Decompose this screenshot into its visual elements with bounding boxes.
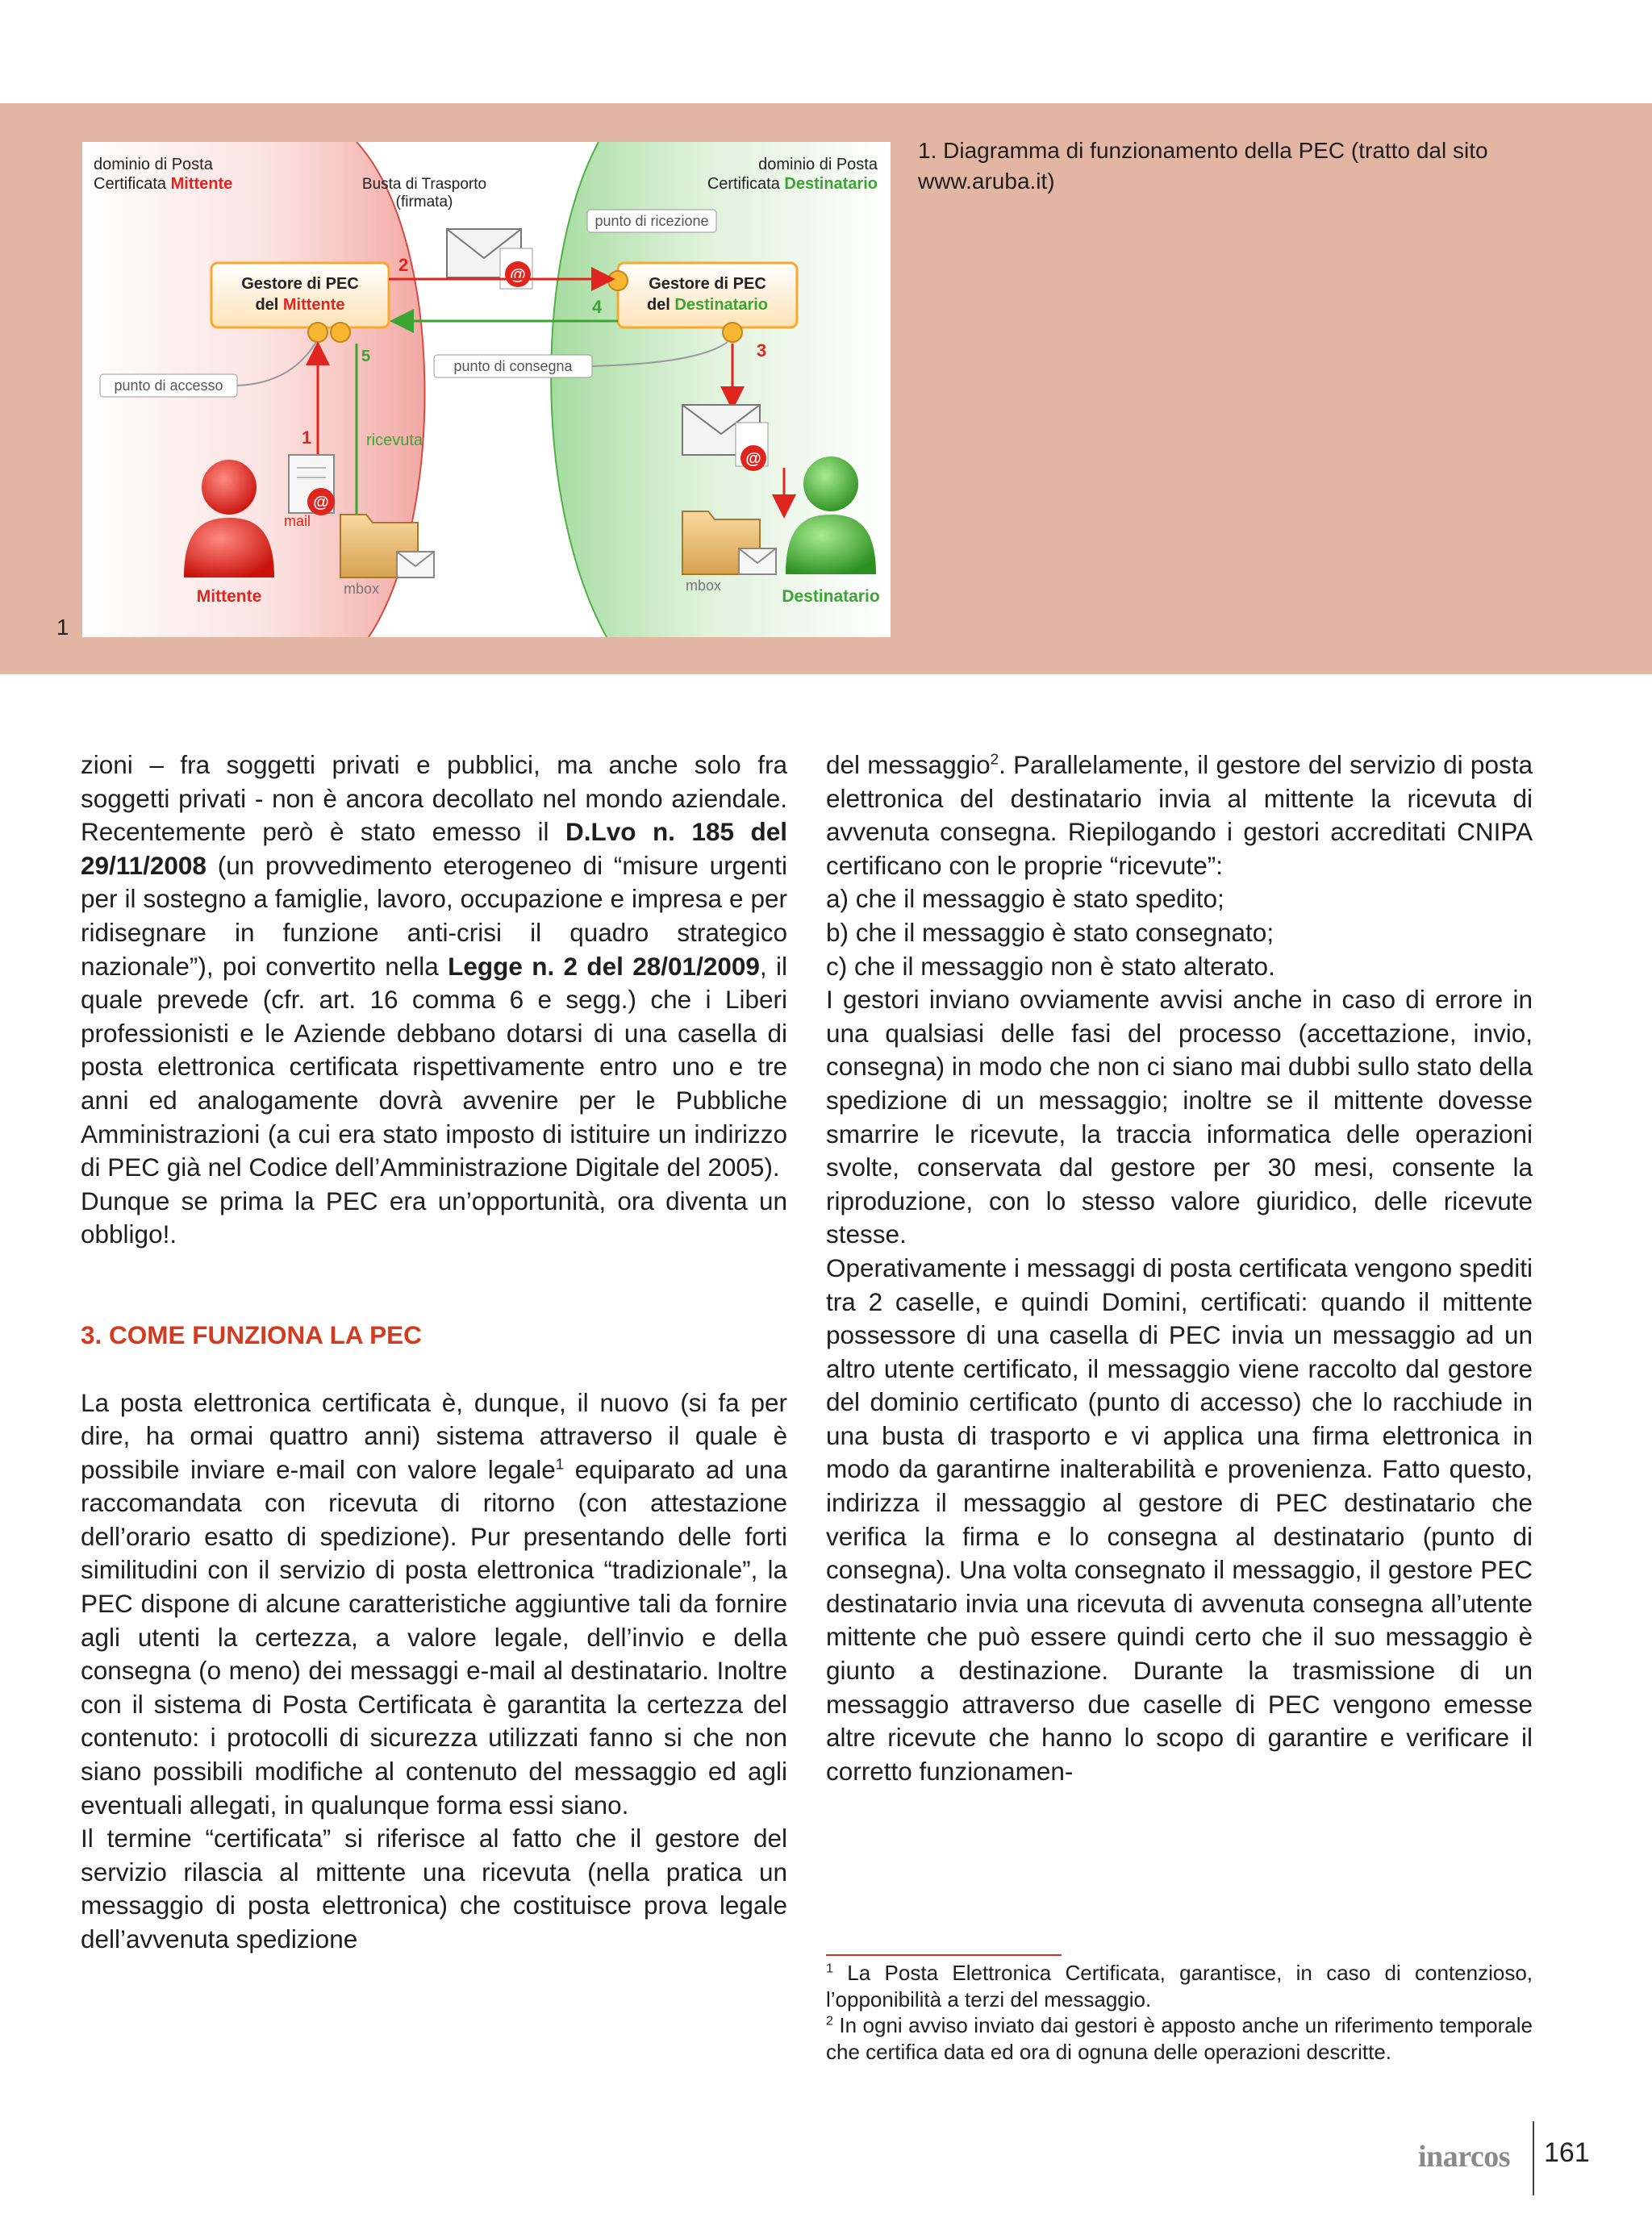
mail-document-icon bbox=[289, 455, 335, 515]
receipt-label: ricevuta bbox=[366, 432, 423, 449]
domain-sender-line2: Certificata Mittente bbox=[94, 175, 233, 193]
right-paragraph-3: Operativamente i messaggi di posta certificata vengono spediti tra 2 caselle, e quindi Domini, certificati: quando il mittente possessore di una casella di PEC invia un messaggio ad un altro utente certificato, il messaggio viene raccolto dal gestore del dominio certificato (punto di accesso) che lo racchiude in una busta di trasporto e vi applica una firma elettronica in modo da garantirne inalterabilità e provenienza. Fatto questo, indirizza il messaggio al gestore di PEC destinatario che verifica la firma e lo consegna al destinatario (punto di consegna). Una volta consegnato il messaggio, il gestore PEC destinatario invia una ricevuta di avvenuta consegna all’utente mittente che può essere quindi certo che il suo messaggio è giunto a destinazione. Durante la trasmissione di un messaggio attraverso due caselle di PEC vengono emesse altre ricevute che hanno lo scopo di garantire e verificare il corretto funzionamen- bbox=[826, 1253, 1533, 1786]
footnotes bbox=[826, 1960, 1533, 2065]
list-item-a: a) che il messaggio è stato spedito; bbox=[826, 884, 1224, 914]
footnote-2: $^2$ In ogni avviso inviato dai gestori è apposto anche un riferimento temporale che certifica data ed ora di ognuna delle operazioni descritte. bbox=[826, 2013, 1533, 2064]
sender-mbox-folder-icon bbox=[340, 515, 434, 577]
transport-label-line1: Busta di Trasporto bbox=[361, 176, 487, 193]
step-5-label: 5 bbox=[361, 348, 371, 365]
figure-number: 1 bbox=[56, 615, 69, 640]
footnote-1: $^1$ La Posta Elettronica Certificata, garantisce, in caso di contenzioso, l’opponibilità a terzi del messaggio. bbox=[826, 1961, 1533, 2012]
left-paragraph-1: zioni – fra soggetti privati e pubblici, ma anche solo fra soggetti privati - non è ancora decollato nel mondo aziendale. Recentemente però è stato emesso il D.Lvo n. 185 del 29/11/2008 (un provvedimento eterogeneo di “misure urgenti per il sostegno a famiglie, lavoro, occupazione e impresa e per ridisegnare in funzione anti-crisi il quadro strategico nazionale”), poi convertito nella Legge n. 2 del 28/01/2009, il quale prevede (cfr. art. 16 comma 6 e segg.) che i Liberi professionisti e le Aziende debbano dotarsi di una casella di posta elettronica certificata rispettivamente entro uno e tre anni ed analogamente dovrà avvenire per le Pubbliche Amministrazioni (a cui era stato imposto di istituire un indirizzo di PEC già nel Codice dell’Amministrazione Digitale del 2005). bbox=[81, 750, 787, 1182]
left-column bbox=[81, 748, 787, 1957]
sender-manager-line2: del Mittente bbox=[255, 296, 345, 314]
domain-sender-line1: dominio di Posta bbox=[94, 156, 213, 173]
recipient-manager-line2: del Destinatario bbox=[646, 296, 769, 314]
recipient-label: Destinatario bbox=[782, 587, 880, 606]
magazine-brand: inarcos bbox=[1418, 2140, 1511, 2174]
section-heading: 3. COME FUNZIONA LA PEC bbox=[81, 1320, 422, 1349]
access-point-label: punto di accesso bbox=[114, 377, 223, 394]
right-paragraph-1: del messaggio$^2$. Parallelamente, il gestore del servizio di posta elettronica del destinatario invia al mittente la ricevuta di avvenuta consegna. Riepilogando i gestori accreditati CNIPA certificano con le proprie “ricevute”: bbox=[826, 750, 1533, 880]
sender-manager-line1: Gestore di PEC bbox=[241, 275, 359, 293]
left-paragraph-4: Il termine “certificata” si riferisce al fatto che il gestore del servizio rilascia al mittente una ricevuta (nella pratica un messaggio di posta elettronica) che costituisce prova legale dell’avvenuta spedizione bbox=[81, 1824, 787, 1953]
mail-label: mail bbox=[284, 513, 311, 529]
step-2-label: 2 bbox=[398, 255, 409, 275]
svg-text:@: @ bbox=[510, 266, 526, 284]
domain-recipient-line2: Certificata Destinatario bbox=[707, 175, 878, 193]
left-paragraph-2: Dunque se prima la PEC era un’opportunità, ora diventa un obbligo!. bbox=[81, 1186, 787, 1249]
sender-label: Mittente bbox=[196, 587, 262, 606]
right-column bbox=[826, 748, 1533, 1788]
recipient-manager-box bbox=[618, 263, 797, 327]
right-paragraph-2: I gestori inviano ovviamente avvisi anche in caso di errore in una qualsiasi delle fasi del processo (accettazione, invio, consegna) in modo che non ci siano mai dubbi sullo stato della spedizione di un messaggio; inoltre se il mittente dovesse smarrire le ricevute, la traccia informatica delle operazioni svolte, conservata dal gestore per 30 mesi, consente la riproduzione, con lo stesso valore giuridico, delle ricevute stesse. bbox=[826, 985, 1533, 1249]
svg-text:@: @ bbox=[745, 450, 761, 468]
sender-manager-box bbox=[211, 263, 389, 327]
step-4-label: 4 bbox=[592, 297, 603, 317]
figure-caption: 1. Diagramma di funzionamento della PEC (tratto dal sito www.aruba.it) bbox=[918, 138, 1488, 194]
step-1-label: 1 bbox=[302, 427, 312, 448]
step-3-label: 3 bbox=[757, 340, 767, 361]
mbox-right-label: mbox bbox=[686, 577, 722, 594]
delivery-point-label: punto di consegna bbox=[453, 358, 573, 374]
footnote-rule bbox=[826, 1954, 1062, 1956]
footer-divider bbox=[1533, 2121, 1534, 2195]
domain-recipient-line1: dominio di Posta bbox=[758, 156, 878, 173]
list-item-b: b) che il messaggio è stato consegnato; bbox=[826, 917, 1274, 947]
recipient-manager-line1: Gestore di PEC bbox=[649, 275, 766, 293]
reception-point-label: punto di ricezione bbox=[594, 213, 709, 229]
page-number: 161 bbox=[1544, 2137, 1590, 2168]
transport-label-line2: (firmata) bbox=[395, 194, 453, 211]
left-paragraph-3: La posta elettronica certificata è, dunque, il nuovo (si fa per dire, ha ormai quattro anni) sistema attraverso il quale è possibile inviare e-mail con valore legale$^1$ equiparato ad una raccomandata con ricevuta di ritorno (con attestazione dell’orario esatto di spedizione). Pur presentando delle forti similitudini con il servizio di posta elettronica “tradizionale”, la PEC dispone di alcune caratteristiche aggiuntive tali da fornire agli utenti la certezza, a valore legale, dell’invio e della consegna (o meno) dei messaggi e-mail al destinatario. Inoltre con il sistema di Posta Certificata è garantita la certezza del contenuto: i protocolli di sicurezza utilizzati fanno si che non siano possibili modifiche al contenuto del messaggio ed agli eventuali allegati, in qualunque forma essi siano. bbox=[81, 1387, 787, 1820]
pec-diagram bbox=[82, 142, 891, 637]
list-item-c: c) che il messaggio non è stato alterato. bbox=[826, 951, 1275, 981]
svg-text:@: @ bbox=[313, 494, 329, 511]
mbox-left-label: mbox bbox=[344, 581, 380, 597]
